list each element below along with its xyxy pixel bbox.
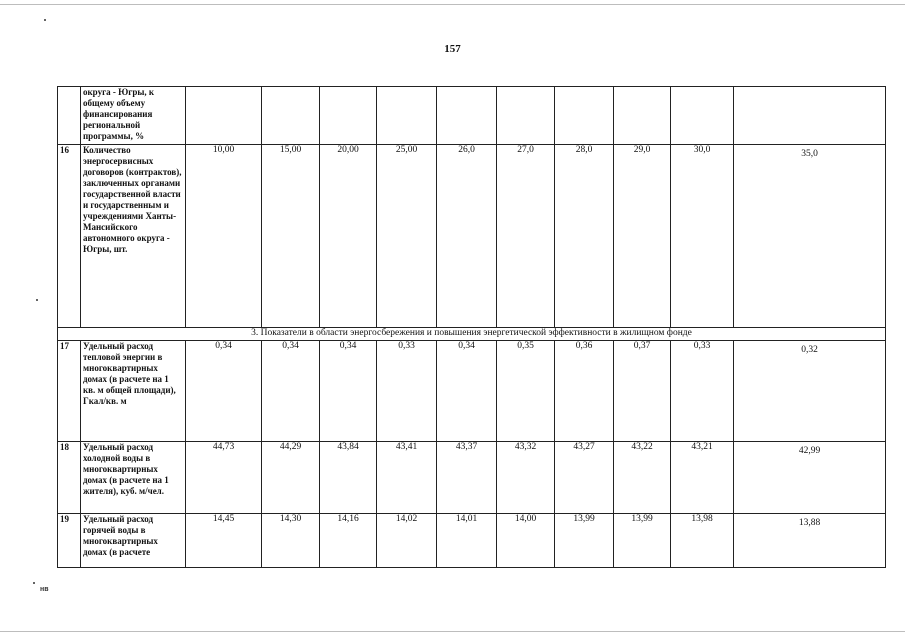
cell-value xyxy=(497,87,555,145)
cell-value xyxy=(555,87,614,145)
cell-value: 14,01 xyxy=(437,514,497,568)
cell-value: 15,00 xyxy=(262,145,320,328)
cell-value: 0,32 xyxy=(734,341,886,442)
cell-value: 44,73 xyxy=(186,442,262,514)
cell-value: 14,00 xyxy=(497,514,555,568)
cell-value: 43,84 xyxy=(320,442,377,514)
cell-value: 30,0 xyxy=(671,145,734,328)
table-row xyxy=(58,145,886,328)
cell-value: 10,00 xyxy=(186,145,262,328)
cell-value: 0,35 xyxy=(497,341,555,442)
cell-value: 42,99 xyxy=(734,442,886,514)
cell-value xyxy=(262,87,320,145)
row-number: 19 xyxy=(58,514,81,568)
cell-value: 0,33 xyxy=(377,341,437,442)
cell-value xyxy=(320,87,377,145)
row-number xyxy=(58,87,81,145)
cell-value xyxy=(734,87,886,145)
cell-value: 0,34 xyxy=(437,341,497,442)
cell-value xyxy=(671,87,734,145)
table-row xyxy=(58,514,886,568)
row-label: Удельный расход холодной воды в многоквартирных домах (в расчете на 1 жителя), куб. м/чел. xyxy=(81,442,186,514)
cell-value: 14,02 xyxy=(377,514,437,568)
cell-value: 20,00 xyxy=(320,145,377,328)
cell-value: 43,41 xyxy=(377,442,437,514)
scan-dot xyxy=(36,299,38,301)
row-label: округа - Югры, к общему объему финансирования региональной программы, % xyxy=(81,87,186,145)
section-row xyxy=(58,328,886,341)
cell-value: 0,36 xyxy=(555,341,614,442)
cell-value: 43,21 xyxy=(671,442,734,514)
cell-value: 29,0 xyxy=(614,145,671,328)
cell-value: 14,45 xyxy=(186,514,262,568)
cell-value: 43,37 xyxy=(437,442,497,514)
scan-dot xyxy=(33,582,35,584)
cell-value: 13,98 xyxy=(671,514,734,568)
row-number: 16 xyxy=(58,145,81,328)
table-row xyxy=(58,87,886,145)
scan-edge-bottom xyxy=(0,631,905,632)
cell-value: 44,29 xyxy=(262,442,320,514)
cell-value: 13,99 xyxy=(555,514,614,568)
cell-value: 0,34 xyxy=(320,341,377,442)
cell-value: 35,0 xyxy=(734,145,886,328)
cell-value xyxy=(614,87,671,145)
table-row xyxy=(58,442,886,514)
row-number: 17 xyxy=(58,341,81,442)
cell-value: 25,00 xyxy=(377,145,437,328)
cell-value: 27,0 xyxy=(497,145,555,328)
cell-value: 0,37 xyxy=(614,341,671,442)
cell-value: 13,88 xyxy=(734,514,886,568)
cell-value: 43,32 xyxy=(497,442,555,514)
cell-value xyxy=(437,87,497,145)
cell-value: 0,34 xyxy=(262,341,320,442)
margin-stamp: нв xyxy=(40,586,49,593)
row-number: 18 xyxy=(58,442,81,514)
table-row xyxy=(58,341,886,442)
scan-edge-top xyxy=(0,4,905,5)
cell-value: 26,0 xyxy=(437,145,497,328)
row-label: Удельный расход горячей воды в многоквартирных домах (в расчете xyxy=(81,514,186,568)
cell-value: 13,99 xyxy=(614,514,671,568)
scan-dot xyxy=(44,19,46,21)
row-label: Количество энергосервисных договоров (контрактов), заключенных органами государственной власти и государственным и учреждениями Ханты-Мансийского автономного округа - Югры, шт. xyxy=(81,145,186,328)
row-label: Удельный расход тепловой энергии в многоквартирных домах (в расчете на 1 кв. м общей площади), Гкал/кв. м xyxy=(81,341,186,442)
cell-value: 0,34 xyxy=(186,341,262,442)
cell-value: 43,27 xyxy=(555,442,614,514)
page-number: 157 xyxy=(444,43,461,55)
cell-value xyxy=(186,87,262,145)
cell-value: 14,16 xyxy=(320,514,377,568)
indicators-table xyxy=(57,86,886,568)
section-title: 3. Показатели в области энергосбережения и повышения энергетической эффективности в жилищном фонде xyxy=(58,328,886,341)
cell-value: 43,22 xyxy=(614,442,671,514)
cell-value: 0,33 xyxy=(671,341,734,442)
cell-value: 28,0 xyxy=(555,145,614,328)
cell-value xyxy=(377,87,437,145)
cell-value: 14,30 xyxy=(262,514,320,568)
